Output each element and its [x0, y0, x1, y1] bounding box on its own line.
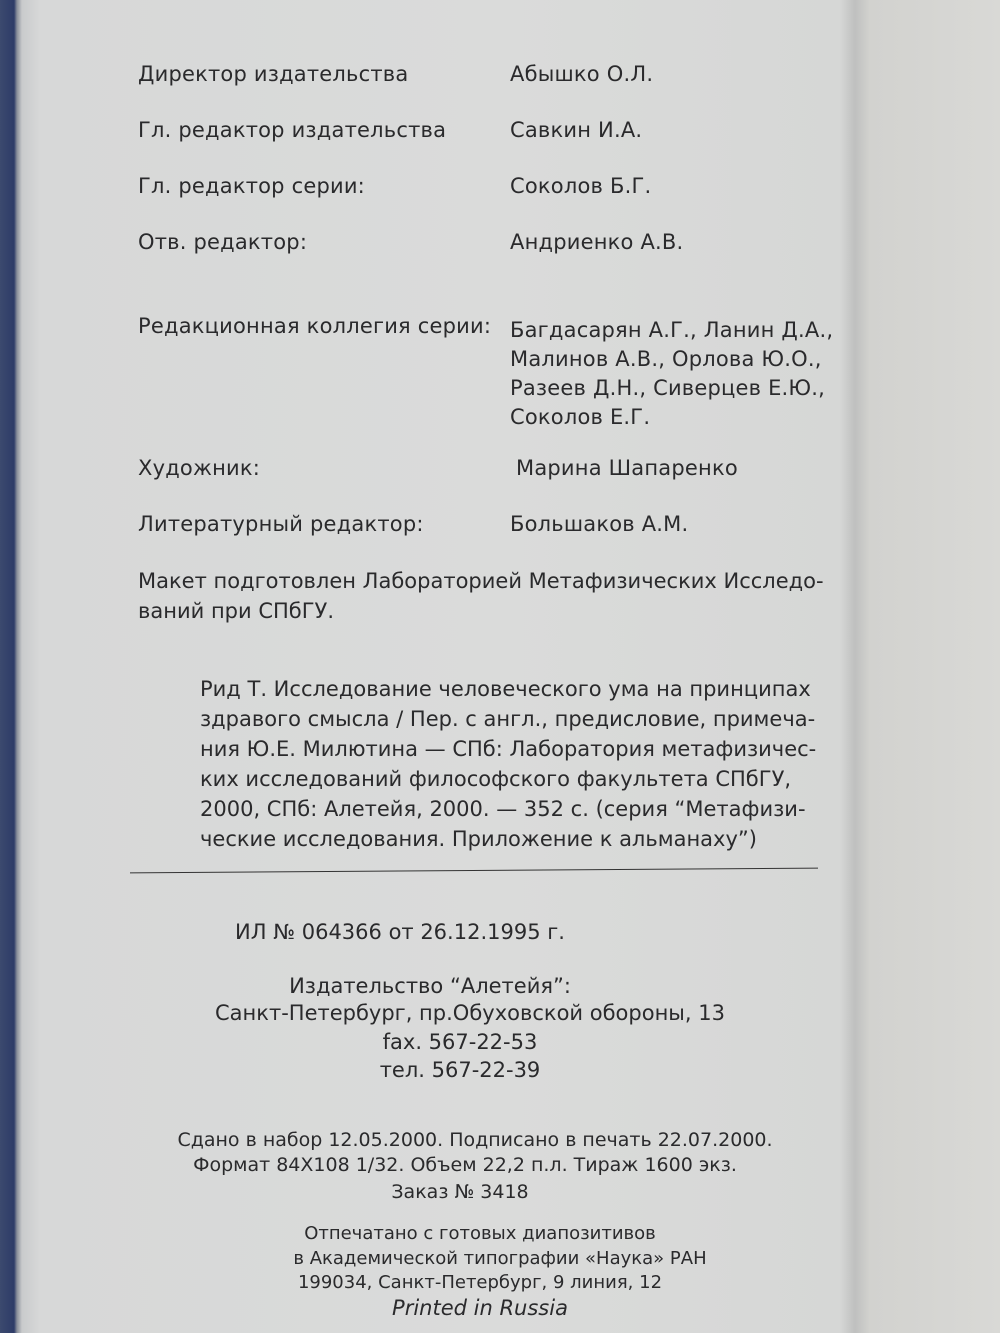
bibliographic-citation	[200, 674, 820, 854]
publisher-phone: тел. 567-22-39	[379, 1058, 541, 1082]
printer-line: 199034, Санкт-Петербург, 9 линия, 12	[297, 1272, 663, 1293]
divider-line	[130, 868, 818, 874]
publisher-fax: fax. 567-22-53	[382, 1030, 538, 1054]
credit-role: Директор издательства	[138, 62, 409, 86]
printing-format: Формат 84Х108 1/32. Объем 22,2 п.л. Тираж 1600 экз.	[193, 1154, 737, 1176]
credit-role: Отв. редактор:	[138, 230, 308, 254]
credit-role: Гл. редактор издательства	[138, 118, 447, 142]
printer-line: в Академической типографии «Наука» РАН	[293, 1248, 707, 1269]
layout-note-line: Макет подготовлен Лабораторией Метафизических Исследо-	[138, 569, 824, 593]
printer-line: Отпечатано с готовых диапозитивов	[304, 1223, 656, 1244]
board-members	[510, 316, 833, 432]
board-line: Багдасарян А.Г., Ланин Д.А.,	[510, 318, 834, 342]
credit-role: Гл. редактор серии:	[138, 174, 365, 198]
credit-role: Литературный редактор:	[138, 512, 424, 536]
license-number: ИЛ № 064366 от 26.12.1995 г.	[235, 920, 565, 944]
citation-line: здравого смысла / Пер. с англ., предисловие, примеча-	[200, 707, 816, 731]
credit-name: Большаков А.М.	[510, 512, 689, 536]
board-line: Соколов Е.Г.	[510, 405, 651, 429]
board-line: Малинов А.В., Орлова Ю.О.,	[510, 347, 822, 371]
board-line: Разеев Д.Н., Сиверцев Е.Ю.,	[510, 376, 826, 400]
citation-line: 2000, СПб: Алетейя, 2000. — 352 с. (серия “Метафизи-	[200, 797, 806, 821]
layout-note-line: ваний при СПбГУ.	[138, 599, 335, 623]
credit-name: Соколов Б.Г.	[510, 174, 652, 198]
board-role: Редакционная коллегия серии:	[138, 314, 492, 338]
publisher-name: Издательство “Алетейя”:	[289, 974, 571, 998]
credit-name: Савкин И.А.	[510, 118, 643, 142]
credit-role: Художник:	[138, 456, 261, 480]
credit-name: Андриенко А.В.	[510, 230, 684, 254]
printed-in-russia: Printed in Russia	[392, 1296, 568, 1320]
citation-line: Рид Т. Исследование человеческого ума на принципах	[200, 677, 811, 701]
credit-name: Марина Шапаренко	[516, 456, 738, 480]
layout-note	[138, 566, 824, 626]
publisher-address: Санкт-Петербург, пр.Обуховской обороны, 13	[215, 1001, 725, 1025]
citation-line: ния Ю.Е. Милютина — СПб: Лаборатория метафизичес-	[200, 737, 817, 761]
credit-name: Абышко О.Л.	[510, 62, 654, 86]
citation-line: ческие исследования. Приложение к альманаху”)	[200, 827, 757, 851]
printing-order: Заказ № 3418	[391, 1181, 529, 1203]
citation-line: ких исследований философского факультета СПбГУ,	[200, 767, 792, 791]
printing-dates: Сдано в набор 12.05.2000. Подписано в печать 22.07.2000.	[177, 1129, 773, 1151]
